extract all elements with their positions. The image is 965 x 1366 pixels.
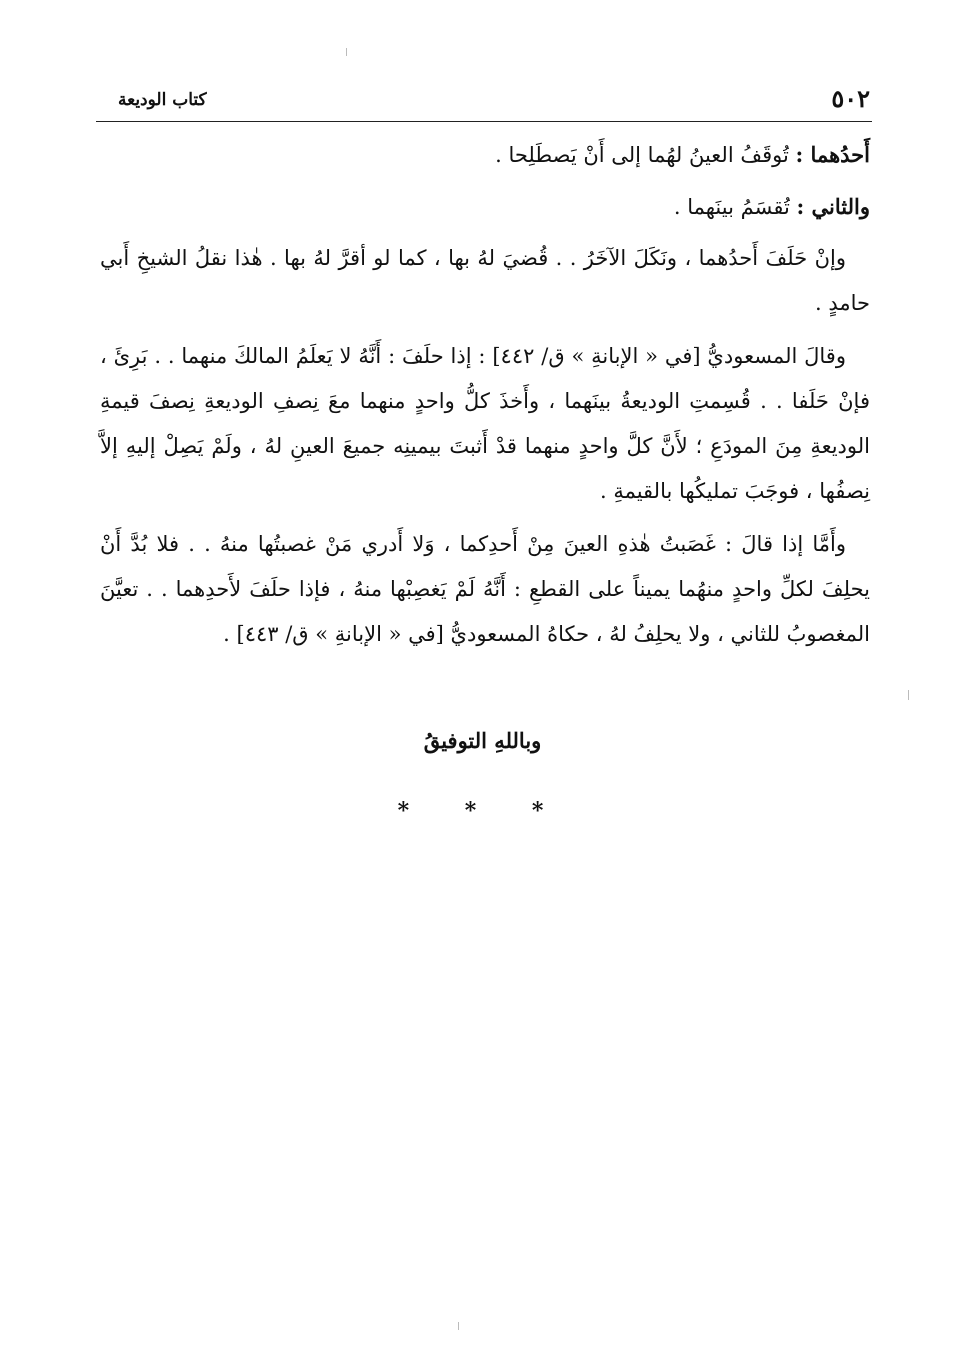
page-header — [96, 82, 872, 120]
paragraph-lead: والثاني : — [796, 194, 870, 219]
closing-phrase: وباللهِ التوفيقُ — [423, 728, 542, 753]
body-text — [100, 132, 870, 665]
paragraph-text: تُوقَفُ العينُ لهُما إلى أَنْ يَصطَلِحا . — [495, 143, 796, 167]
running-title: كتاب الوديعة — [118, 90, 207, 110]
paragraph-first-opinion — [100, 132, 870, 178]
header-divider — [96, 121, 872, 122]
paragraph: وقالَ المسعوديُّ [في « الإبانةِ » ق/ ٤٤٢] : إذا حلَفَ : أَنَّهُ لا يَعلَمُ المالكَ منهما . . بَرِئَ ، فإنْ حَلَفا . . قُسِمتِ الوديعةُ بينَهما ، وأَخذَ كلُّ واحدٍ منهما معَ نِصفِ الوديعةِ نِصفَ قيمةِ الوديعةِ مِنَ المودَعِ ؛ لأَنَّ كلَّ واحدٍ منهما قدْ أَثبتَ بيمينِه جميعَ العينِ لهُ ، ولَمْ يَصِلْ إليهِ إلاَّ نِصفُها ، فوجَبَ تمليكُها بالقيمةِ . — [100, 344, 870, 503]
scan-mark — [908, 690, 909, 700]
section-separator: * * * — [397, 798, 568, 824]
paragraph-text: تُقسَمُ بينَهما . — [673, 195, 797, 219]
paragraph: وأَمَّا إذا قالَ : غَصَبتُ هٰذهِ العينَ مِنْ أَحدِكما ، وَلا أَدري مَنْ غصبتُها منهُ . . فلا بُدَّ أَنْ يحلِفَ لكلِّ واحدٍ منهُما يميناً على القطعِ : أَنَّهُ لَمْ يَغصِبْها منهُ ، فإذا حلَفَ لأَحدِهما . . تعيَّنَ المغصوبُ للثاني ، ولا يحلِفُ لهُ ، حكاهُ المسعوديُّ [في « الإبانةِ » ق/ ٤٤٣] . — [100, 532, 870, 646]
paragraph: وإنْ حَلَفَ أَحدُهما ، ونَكَلَ الآخَرُ . . قُضيَ لهُ بها ، كما لو أقرَّ لهُ بها . هٰذا نقلُ الشيخِ أَبي حامدٍ . — [100, 246, 870, 315]
scan-mark — [458, 1322, 459, 1330]
page-number: ٥٠٢ — [831, 84, 870, 113]
paragraph-second-opinion — [100, 184, 870, 230]
scan-mark — [346, 48, 347, 56]
paragraph-lead: أَحدُهما : — [795, 142, 870, 167]
